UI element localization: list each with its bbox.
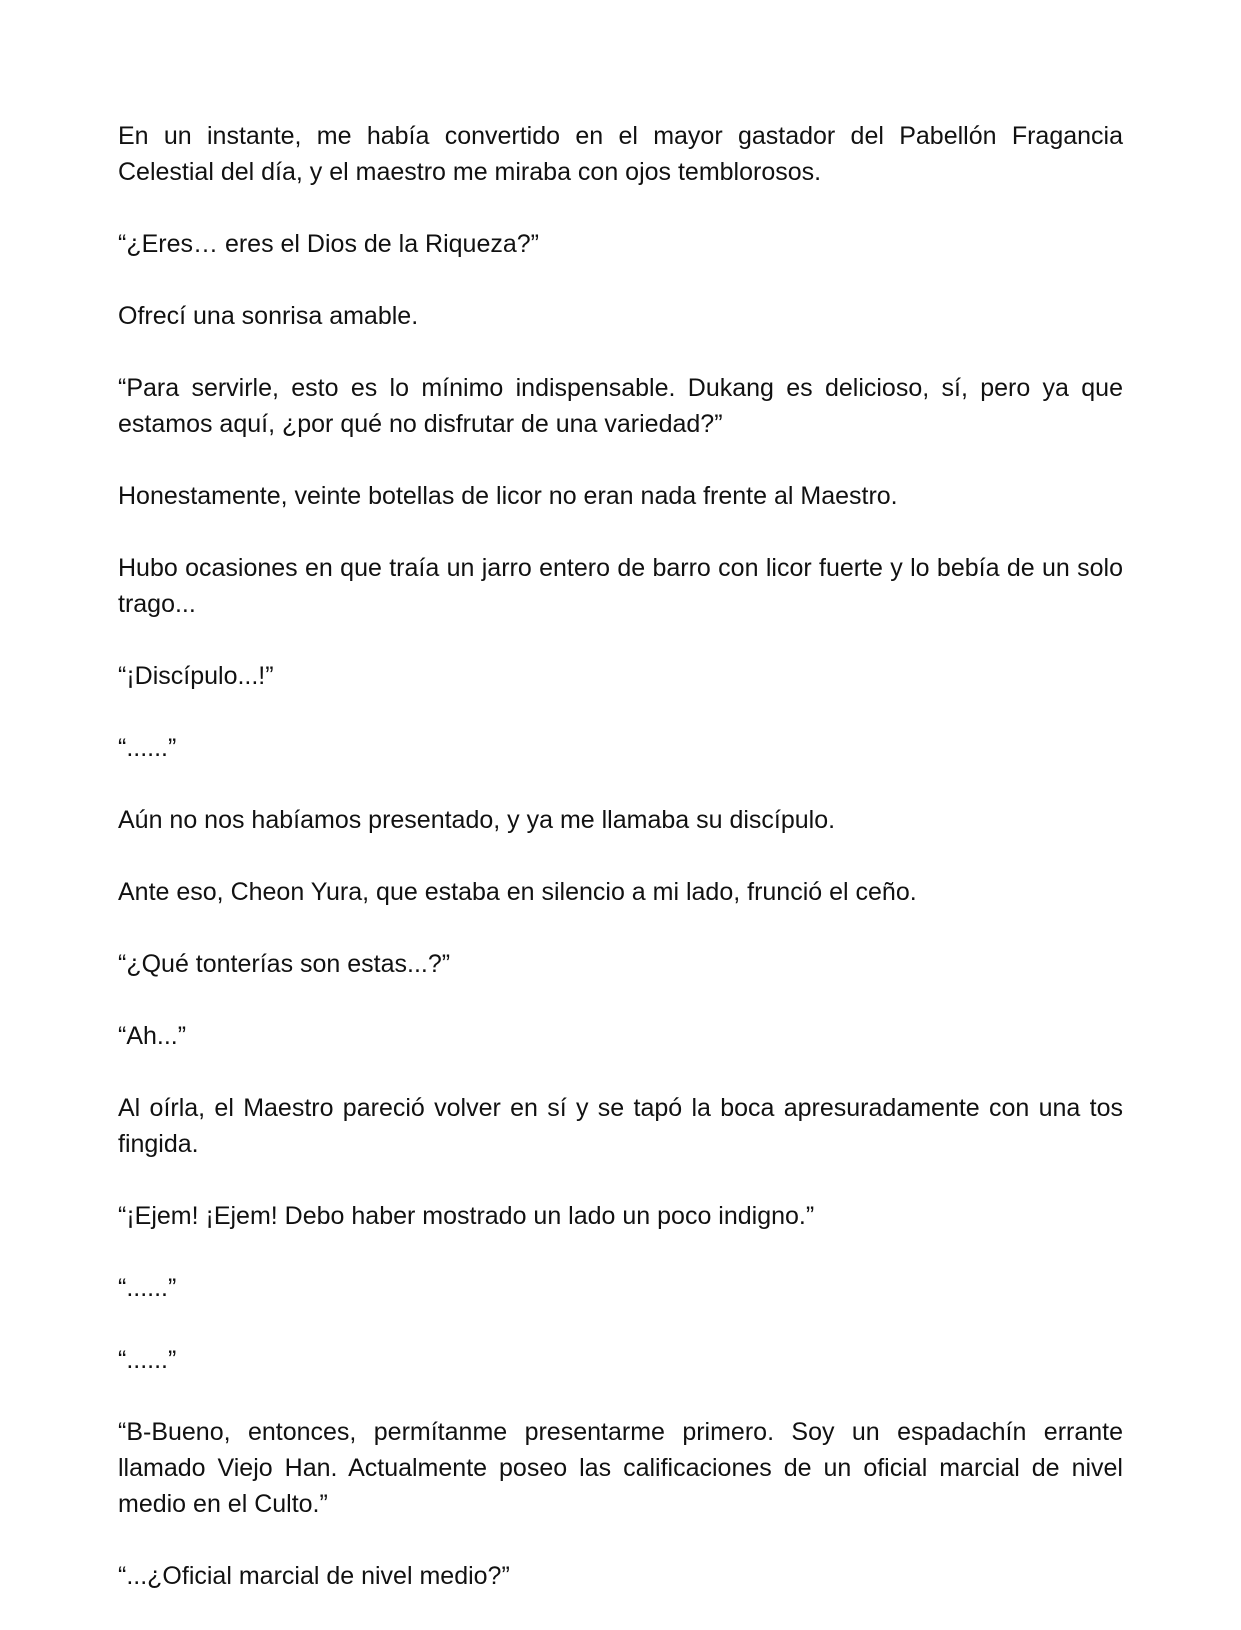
paragraph: “¡Ejem! ¡Ejem! Debo haber mostrado un lado un poco indigno.” <box>118 1202 815 1230</box>
paragraph: “......” <box>118 1346 177 1374</box>
paragraph: Ofrecí una sonrisa amable. <box>118 302 419 330</box>
paragraph: Hubo ocasiones en que traía un jarro entero de barro con licor fuerte y lo bebía de un solo trago... <box>118 554 1123 618</box>
paragraph: Ante eso, Cheon Yura, que estaba en silencio a mi lado, frunció el ceño. <box>118 878 917 906</box>
document-body <box>118 118 1123 1630</box>
paragraph: “Ah...” <box>118 1022 187 1050</box>
paragraph: “¿Eres… eres el Dios de la Riqueza?” <box>118 230 539 258</box>
paragraph: “Para servirle, esto es lo mínimo indispensable. Dukang es delicioso, sí, pero ya que estamos aquí, ¿por qué no disfrutar de una variedad?” <box>118 374 1123 438</box>
paragraph: En un instante, me había convertido en el mayor gastador del Pabellón Fragancia Celestial del día, y el maestro me miraba con ojos temblorosos. <box>118 122 1123 186</box>
paragraph: Aún no nos habíamos presentado, y ya me llamaba su discípulo. <box>118 806 836 834</box>
paragraph: “......” <box>118 1274 177 1302</box>
paragraph: “......” <box>118 734 177 762</box>
paragraph: “¡Discípulo...!” <box>118 662 274 690</box>
paragraph: Al oírla, el Maestro pareció volver en sí y se tapó la boca apresuradamente con una tos fingida. <box>118 1094 1123 1158</box>
paragraph: “¿Qué tonterías son estas...?” <box>118 950 451 978</box>
paragraph: “B-Bueno, entonces, permítanme presentarme primero. Soy un espadachín errante llamado Viejo Han. Actualmente poseo las calificaciones de un oficial marcial de nivel medio en el Culto.” <box>118 1418 1123 1518</box>
paragraph: “...¿Oficial marcial de nivel medio?” <box>118 1562 510 1590</box>
paragraph: Honestamente, veinte botellas de licor no eran nada frente al Maestro. <box>118 482 898 510</box>
